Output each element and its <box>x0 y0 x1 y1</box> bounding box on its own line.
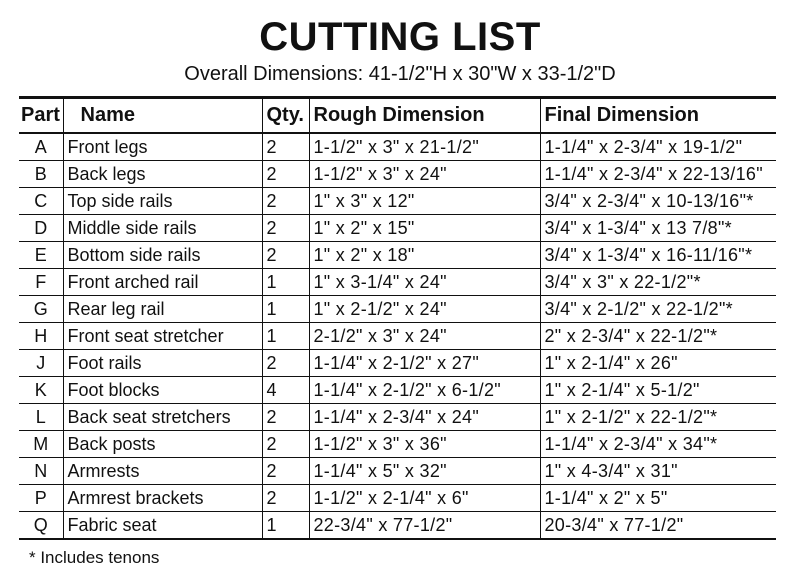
cell-rough-dimension: 22-3/4" x 77-1/2" <box>309 512 540 540</box>
table-row <box>19 242 776 269</box>
footnote: * Includes tenons <box>29 548 160 567</box>
table-row <box>19 485 776 512</box>
cell-part: A <box>19 133 63 161</box>
cell-name: Front seat stretcher <box>63 323 262 350</box>
cell-final-dimension: 20-3/4" x 77-1/2" <box>540 512 776 540</box>
cell-rough-dimension: 1-1/4" x 5" x 32" <box>309 458 540 485</box>
cell-qty: 2 <box>262 485 309 512</box>
header-qty: Qty. <box>262 98 309 134</box>
cell-final-dimension: 1-1/4" x 2-3/4" x 19-1/2" <box>540 133 776 161</box>
header-rough-dimension: Rough Dimension <box>309 98 540 134</box>
cell-qty: 2 <box>262 431 309 458</box>
cell-rough-dimension: 1-1/2" x 3" x 21-1/2" <box>309 133 540 161</box>
cell-name: Rear leg rail <box>63 296 262 323</box>
cell-part: H <box>19 323 63 350</box>
cell-part: E <box>19 242 63 269</box>
cell-name: Top side rails <box>63 188 262 215</box>
table-header-row <box>19 98 776 134</box>
cell-qty: 2 <box>262 458 309 485</box>
cell-qty: 1 <box>262 296 309 323</box>
cell-name: Armrests <box>63 458 262 485</box>
cell-qty: 2 <box>262 188 309 215</box>
cell-rough-dimension: 1-1/4" x 2-1/2" x 27" <box>309 350 540 377</box>
cell-part: B <box>19 161 63 188</box>
cell-final-dimension: 2" x 2-3/4" x 22-1/2"* <box>540 323 776 350</box>
cell-name: Front legs <box>63 133 262 161</box>
cell-name: Back seat stretchers <box>63 404 262 431</box>
cell-part: K <box>19 377 63 404</box>
cell-final-dimension: 3/4" x 2-1/2" x 22-1/2"* <box>540 296 776 323</box>
overall-dimensions: Overall Dimensions: 41-1/2"H x 30"W x 33-1/2"D <box>184 63 616 85</box>
cell-name: Fabric seat <box>63 512 262 540</box>
cell-part: N <box>19 458 63 485</box>
table-row <box>19 188 776 215</box>
cell-part: C <box>19 188 63 215</box>
cell-rough-dimension: 1-1/2" x 3" x 36" <box>309 431 540 458</box>
cell-part: J <box>19 350 63 377</box>
cell-final-dimension: 1-1/4" x 2-3/4" x 34"* <box>540 431 776 458</box>
header-final-dimension: Final Dimension <box>540 98 776 134</box>
table-row <box>19 377 776 404</box>
table-row <box>19 296 776 323</box>
cell-final-dimension: 3/4" x 1-3/4" x 13 7/8"* <box>540 215 776 242</box>
cell-qty: 1 <box>262 323 309 350</box>
cell-final-dimension: 1-1/4" x 2-3/4" x 22-13/16" <box>540 161 776 188</box>
cell-qty: 2 <box>262 350 309 377</box>
cell-name: Middle side rails <box>63 215 262 242</box>
table-row <box>19 133 776 161</box>
cell-rough-dimension: 1-1/4" x 2-3/4" x 24" <box>309 404 540 431</box>
cell-final-dimension: 1-1/4" x 2" x 5" <box>540 485 776 512</box>
table-row <box>19 215 776 242</box>
table-row <box>19 161 776 188</box>
cell-final-dimension: 1" x 2-1/2" x 22-1/2"* <box>540 404 776 431</box>
cell-name: Bottom side rails <box>63 242 262 269</box>
table-row <box>19 323 776 350</box>
page-title: CUTTING LIST <box>259 15 541 59</box>
cell-rough-dimension: 1" x 2" x 18" <box>309 242 540 269</box>
cell-rough-dimension: 1-1/2" x 2-1/4" x 6" <box>309 485 540 512</box>
cell-part: P <box>19 485 63 512</box>
cell-final-dimension: 3/4" x 3" x 22-1/2"* <box>540 269 776 296</box>
cell-rough-dimension: 1" x 2-1/2" x 24" <box>309 296 540 323</box>
table-row <box>19 269 776 296</box>
cell-rough-dimension: 1" x 3" x 12" <box>309 188 540 215</box>
cell-name: Back posts <box>63 431 262 458</box>
table-row <box>19 350 776 377</box>
table-body <box>19 133 776 539</box>
cell-part: L <box>19 404 63 431</box>
header-name: Name <box>63 98 262 134</box>
cell-qty: 2 <box>262 161 309 188</box>
cell-name: Foot blocks <box>63 377 262 404</box>
cell-qty: 4 <box>262 377 309 404</box>
cell-rough-dimension: 1-1/2" x 3" x 24" <box>309 161 540 188</box>
cell-qty: 2 <box>262 133 309 161</box>
cell-qty: 1 <box>262 512 309 540</box>
cell-name: Back legs <box>63 161 262 188</box>
cell-rough-dimension: 1-1/4" x 2-1/2" x 6-1/2" <box>309 377 540 404</box>
cell-part: M <box>19 431 63 458</box>
header-part: Part <box>19 98 63 134</box>
cell-part: G <box>19 296 63 323</box>
cell-rough-dimension: 1" x 2" x 15" <box>309 215 540 242</box>
cell-qty: 2 <box>262 215 309 242</box>
cell-final-dimension: 3/4" x 1-3/4" x 16-11/16"* <box>540 242 776 269</box>
cell-name: Foot rails <box>63 350 262 377</box>
cell-part: F <box>19 269 63 296</box>
cell-rough-dimension: 1" x 3-1/4" x 24" <box>309 269 540 296</box>
cell-qty: 2 <box>262 404 309 431</box>
cell-final-dimension: 1" x 4-3/4" x 31" <box>540 458 776 485</box>
cell-rough-dimension: 2-1/2" x 3" x 24" <box>309 323 540 350</box>
cell-final-dimension: 1" x 2-1/4" x 5-1/2" <box>540 377 776 404</box>
cell-part: D <box>19 215 63 242</box>
cutting-list-table <box>19 96 776 540</box>
cell-final-dimension: 1" x 2-1/4" x 26" <box>540 350 776 377</box>
cell-qty: 2 <box>262 242 309 269</box>
cell-final-dimension: 3/4" x 2-3/4" x 10-13/16"* <box>540 188 776 215</box>
table-row <box>19 431 776 458</box>
table-row <box>19 458 776 485</box>
cell-name: Armrest brackets <box>63 485 262 512</box>
table-row <box>19 512 776 540</box>
cell-part: Q <box>19 512 63 540</box>
table-row <box>19 404 776 431</box>
cell-qty: 1 <box>262 269 309 296</box>
cell-name: Front arched rail <box>63 269 262 296</box>
